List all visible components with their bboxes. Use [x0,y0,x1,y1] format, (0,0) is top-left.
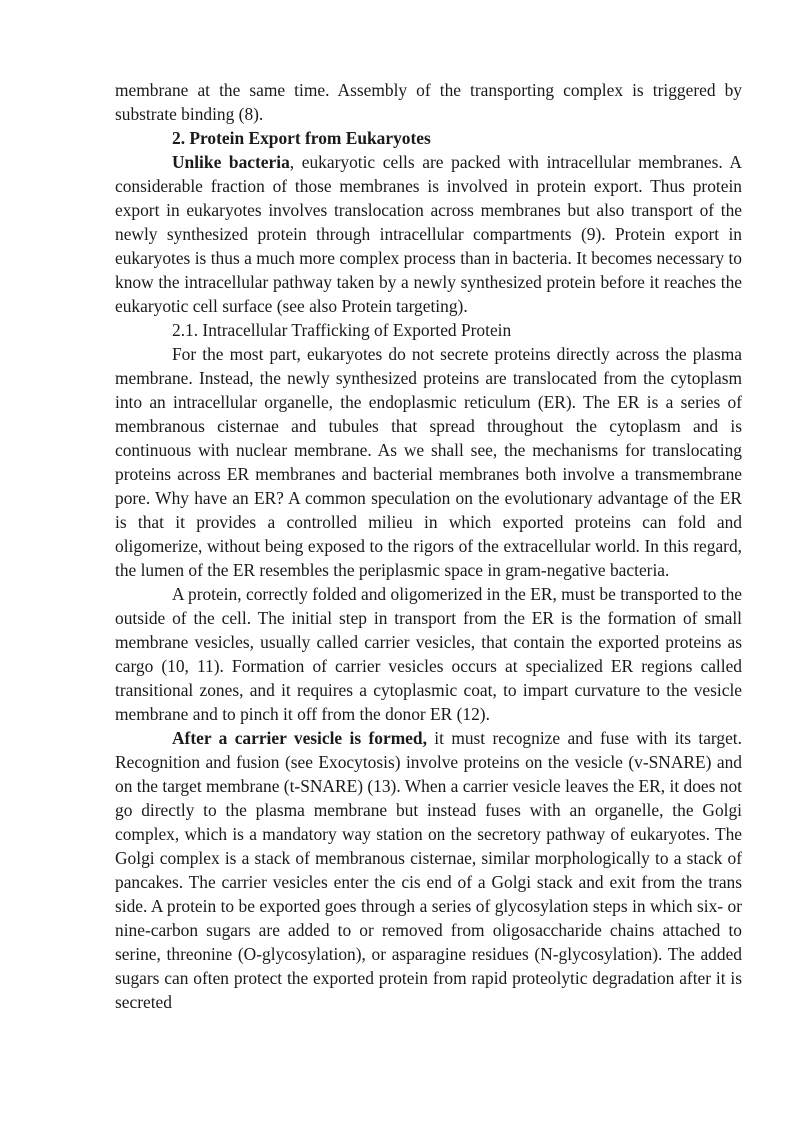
continuation-paragraph: membrane at the same time. Assembly of the transporting complex is triggered by substrate binding (8). [115,80,742,124]
paragraph-lead-unlike-bacteria: Unlike bacteria [172,152,290,172]
section-heading: 2. Protein Export from Eukaryotes [172,128,431,148]
paragraph-lead-vesicle-fusion: After a carrier vesicle is formed, [172,728,427,748]
paragraph-unlike-bacteria [115,150,742,318]
paragraph-vesicle-fusion [115,726,742,1014]
paragraph-carrier-vesicles: A protein, correctly folded and oligomerized in the ER, must be transported to the outside of the cell. The initial step in transport from the ER is the formation of small membrane vesicles, usually called carrier vesicles, that contain the exported proteins as cargo (10, 11). Formation of carrier vesicles occurs at specialized ER regions called transitional zones, and it requires a cytoplasmic coat, to impart curvature to the vesicle membrane and to pinch it off from the donor ER (12). [115,584,742,724]
paragraph-er-overview: For the most part, eukaryotes do not secrete proteins directly across the plasma membrane. Instead, the newly synthesized proteins are translocated from the cytoplasm into an intracellular organelle, the endoplasmic reticulum (ER). The ER is a series of membranous cisternae and tubules that spread throughout the cytoplasm and is continuous with nuclear membrane. As we shall see, the mechanisms for translocating proteins across ER membranes and bacterial membranes both involve a transmembrane pore. Why have an ER? A common speculation on the evolutionary advantage of the ER is that it provides a controlled milieu in which exported proteins can fold and oligomerize, without being exposed to the rigors of the extracellular world. In this regard, the lumen of the ER resembles the periplasmic space in gram-negative bacteria. [115,344,742,580]
paragraph-body-vesicle-fusion: it must recognize and fuse with its target. Recognition and fusion (see Exocytosis) involve proteins on the vesicle (v-SNARE) and on the target membrane (t-SNARE) (13). When a carrier vesicle leaves the ER, it does not go directly to the plasma membrane but instead fuses with an organelle, the Golgi complex, which is a mandatory way station on the secretory pathway of eukaryotes. The Golgi complex is a stack of membranous cisternae, similar morphologically to a stack of pancakes. The carrier vesicles enter the cis end of a Golgi stack and exit from the trans side. A protein to be exported goes through a series of glycosylation steps in which six- or nine-carbon sugars are added to or removed from oligosaccharide chains attached to serine, threonine (O-glycosylation), or asparagine residues (N-glycosylation). The added sugars can often protect the exported protein from rapid proteolytic degradation after it is secreted [115,728,742,1012]
paragraph-body-unlike-bacteria: , eukaryotic cells are packed with intracellular membranes. A considerable fraction of those membranes is involved in protein export. Thus protein export in eukaryotes involves translocation across membranes but also transport of the newly synthesized protein through intracellular compartments (9). Protein export in eukaryotes is thus a much more complex process than in bacteria. It becomes necessary to know the intracellular pathway taken by a newly synthesized protein before it reaches the eukaryotic cell surface (see also Protein targeting). [115,152,742,316]
document-page [115,78,742,1014]
subsection-heading: 2.1. Intracellular Trafficking of Exported Protein [172,320,512,340]
